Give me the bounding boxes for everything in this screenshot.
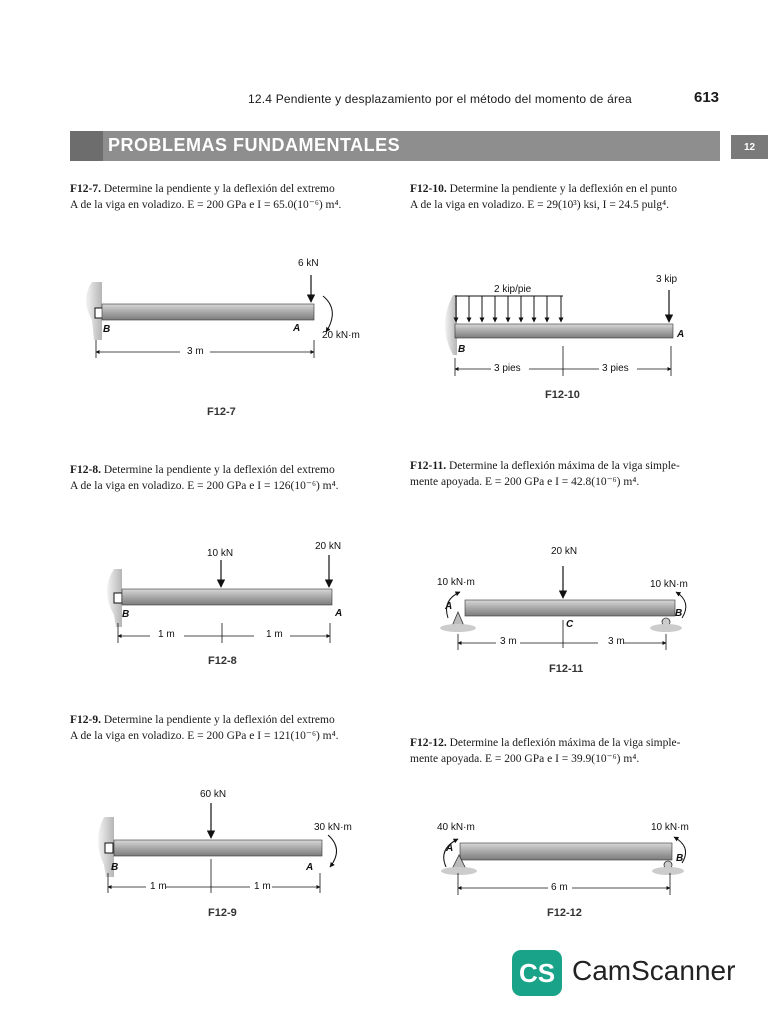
pin-base xyxy=(440,624,476,632)
problem-text-line2: A de la viga en voladizo. E = 29(10³) ksi, I = 24.5 pulg⁴. xyxy=(410,199,670,211)
problem-f12-7 xyxy=(70,181,390,213)
load-label: 60 kN xyxy=(200,789,227,800)
figure-caption: F12-12 xyxy=(547,907,582,919)
problem-text-line2: mente apoyada. E = 200 GPa e I = 39.9(10⁻⁶) m⁴. xyxy=(410,753,640,765)
problem-text: Determine la pendiente y la deflexión del extremo xyxy=(103,714,335,726)
moment-label: 30 kN·m xyxy=(314,822,352,833)
span-label: 3 m xyxy=(187,346,204,357)
span-label: 1 m xyxy=(150,881,167,892)
point-a-label: A xyxy=(446,843,454,854)
point-a-label: A xyxy=(335,608,343,619)
problem-text-line2: mente apoyada. E = 200 GPa e I = 42.8(10⁻⁶) m⁴. xyxy=(410,476,640,488)
span-label: 3 m xyxy=(608,636,625,647)
camscanner-brand: CamScanner xyxy=(572,955,736,986)
span-label: 3 m xyxy=(500,636,517,647)
moment-label: 20 kN·m xyxy=(322,330,360,341)
point-a-label: A xyxy=(677,329,685,340)
load-label: 20 kN xyxy=(315,541,342,552)
point-b-label: B xyxy=(676,853,684,864)
problem-text: Determine la deflexión máxima de la viga simple- xyxy=(449,737,681,749)
problem-id: F12-9. xyxy=(70,714,101,726)
page-number: 613 xyxy=(694,89,720,106)
figure-f12-8 xyxy=(98,555,348,650)
problem-text-line2: A de la viga en voladizo. E = 200 GPa e I = 126(10⁻⁶) m⁴. xyxy=(70,480,339,492)
figure-caption: F12-10 xyxy=(545,389,580,401)
moment-label-left: 40 kN·m xyxy=(437,822,475,833)
point-b-label: B xyxy=(111,862,119,873)
point-a-label: A xyxy=(306,862,314,873)
cantilever-beam xyxy=(122,589,332,605)
span-label: 1 m xyxy=(158,629,175,640)
problem-f12-12 xyxy=(410,735,730,767)
problem-text-line2: A de la viga en voladizo. E = 200 GPa e I = 65.0(10⁻⁶) m⁴. xyxy=(70,199,342,211)
distributed-load-arrows xyxy=(456,296,561,322)
span-label: 1 m xyxy=(266,629,283,640)
load-label: 6 kN xyxy=(298,258,319,269)
point-b-label: B xyxy=(103,324,111,335)
load-label: 10 kN xyxy=(207,548,234,559)
banner-title: PROBLEMAS FUNDAMENTALES xyxy=(108,135,401,155)
figure-caption: F12-9 xyxy=(208,907,237,919)
problem-f12-11 xyxy=(410,458,730,490)
wall-plate xyxy=(105,843,113,853)
figure-f12-9 xyxy=(92,795,352,900)
problem-text: Determine la deflexión máxima de la viga simple- xyxy=(448,460,680,472)
running-header-section: 12.4 Pendiente y desplazamiento por el método del momento de área xyxy=(248,92,632,106)
problem-f12-9 xyxy=(70,712,390,744)
problem-text: Determine la pendiente y la deflexión en el punto xyxy=(449,183,677,195)
figure-caption: F12-7 xyxy=(207,406,236,418)
pin-support xyxy=(452,612,464,626)
camscanner-logo: CS xyxy=(512,950,562,996)
roller-base xyxy=(652,867,684,875)
figure-f12-11 xyxy=(430,560,710,655)
problem-id: F12-12. xyxy=(410,737,447,749)
problem-id: F12-8. xyxy=(70,464,101,476)
chapter-tab: 12 xyxy=(731,135,768,159)
problem-id: F12-10. xyxy=(410,183,447,195)
figure-f12-7 xyxy=(80,270,380,370)
problem-text: Determine la pendiente y la deflexión del extremo xyxy=(103,183,335,195)
point-b-label: B xyxy=(122,609,130,620)
figure-f12-10 xyxy=(435,280,715,380)
point-a-label: A xyxy=(445,601,453,612)
moment-arrow xyxy=(328,835,337,867)
span-label: 6 m xyxy=(551,882,568,893)
banner-stub xyxy=(70,131,103,161)
point-b-label: B xyxy=(458,344,466,355)
figure-caption: F12-11 xyxy=(549,663,584,675)
pin-base xyxy=(441,867,477,875)
span-label: 3 pies xyxy=(494,363,521,374)
moment-label-left: 10 kN·m xyxy=(437,577,475,588)
cantilever-beam xyxy=(102,304,314,320)
figure-caption: F12-8 xyxy=(208,655,237,667)
problem-id: F12-11. xyxy=(410,460,447,472)
point-a-label: A xyxy=(293,323,301,334)
moment-label-right: 10 kN·m xyxy=(650,579,688,590)
load-label: 3 kip xyxy=(656,274,678,285)
moment-label-right: 10 kN·m xyxy=(651,822,689,833)
simply-supported-beam xyxy=(465,600,675,616)
load-label: 20 kN xyxy=(551,546,578,557)
problem-f12-10 xyxy=(410,181,730,213)
roller-base xyxy=(650,624,682,632)
wall-plate xyxy=(114,593,122,603)
problem-text: Determine la pendiente y la deflexión del extremo xyxy=(103,464,335,476)
distributed-load-label: 2 kip/pie xyxy=(494,284,532,295)
moment-arrow xyxy=(323,296,332,332)
point-b-label: B xyxy=(675,608,683,619)
problem-id: F12-7. xyxy=(70,183,101,195)
point-c-label: C xyxy=(566,619,574,630)
span-label: 3 pies xyxy=(602,363,629,374)
simply-supported-beam xyxy=(460,843,672,860)
problem-text-line2: A de la viga en voladizo. E = 200 GPa e I = 121(10⁻⁶) m⁴. xyxy=(70,730,339,742)
cantilever-beam xyxy=(114,840,322,856)
problem-f12-8 xyxy=(70,462,390,494)
cantilever-beam xyxy=(455,324,673,338)
span-label: 1 m xyxy=(254,881,271,892)
